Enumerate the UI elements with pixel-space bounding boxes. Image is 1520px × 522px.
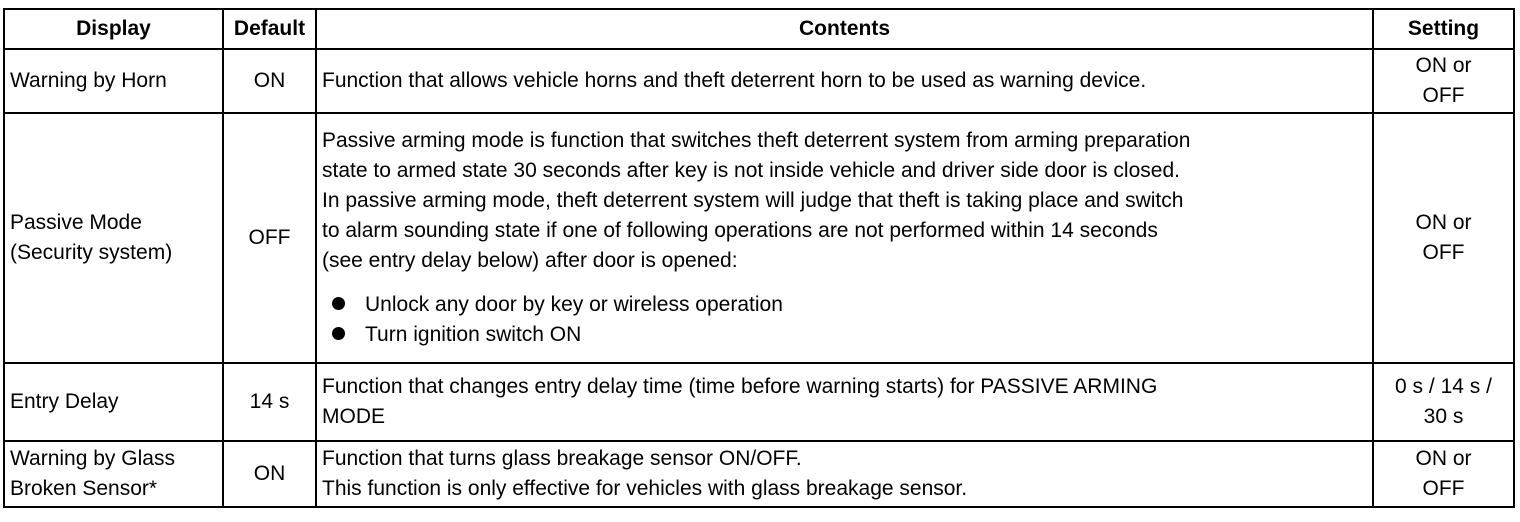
contents-text: MODE	[322, 405, 385, 428]
setting-text: OFF	[1422, 477, 1465, 500]
header-contents: Contents	[316, 9, 1373, 49]
table-row	[4, 113, 1514, 363]
bullet-icon	[332, 297, 345, 310]
contents-text: to alarm sounding state if one of following operations are not performed within 14 seconds	[322, 219, 1158, 242]
header-row	[4, 9, 1514, 49]
contents-text: Function that turns glass breakage sensor ON/OFF.	[322, 447, 802, 470]
setting-text: ON or	[1415, 211, 1472, 234]
list-item	[332, 320, 1367, 350]
contents-text: In passive arming mode, theft deterrent system will judge that theft is taking place and switch	[322, 189, 1184, 212]
setting-cell	[1373, 113, 1514, 363]
display-text: Warning by Glass	[10, 447, 175, 470]
contents-text: state to armed state 30 seconds after key is not inside vehicle and driver side door is closed.	[322, 159, 1180, 182]
setting-text: 30 s	[1423, 405, 1464, 428]
default-cell: OFF	[223, 113, 316, 363]
operations-list	[322, 290, 1367, 350]
contents-text: (see entry delay below) after door is opened:	[322, 249, 738, 272]
table-row	[4, 363, 1514, 441]
contents-text: Function that allows vehicle horns and theft deterrent horn to be used as warning device.	[322, 69, 1147, 92]
setting-text: ON or	[1415, 447, 1472, 470]
display-cell	[4, 441, 223, 507]
contents-cell	[316, 441, 1373, 507]
contents-text: Function that changes entry delay time (time before warning starts) for PASSIVE ARMING	[322, 375, 1158, 398]
setting-text: OFF	[1422, 84, 1465, 107]
setting-cell	[1373, 441, 1514, 507]
bullet-icon	[332, 327, 345, 340]
header-default: Default	[223, 9, 316, 49]
table-row	[4, 441, 1514, 507]
display-text: Broken Sensor*	[10, 477, 158, 500]
contents-cell	[316, 49, 1373, 113]
default-cell: 14 s	[223, 363, 316, 441]
bullet-text: Unlock any door by key or wireless operation	[365, 293, 783, 316]
setting-text: 0 s / 14 s /	[1395, 375, 1492, 398]
display-text: Passive Mode	[10, 211, 142, 234]
contents-cell	[316, 113, 1373, 363]
contents-text: This function is only effective for vehicles with glass breakage sensor.	[322, 477, 968, 500]
display-text: Entry Delay	[10, 390, 119, 413]
setting-cell	[1373, 363, 1514, 441]
setting-cell	[1373, 49, 1514, 113]
display-cell	[4, 363, 223, 441]
header-setting: Setting	[1373, 9, 1514, 49]
display-text: Warning by Horn	[10, 69, 167, 92]
display-cell	[4, 113, 223, 363]
display-cell	[4, 49, 223, 113]
table-row	[4, 49, 1514, 113]
settings-table	[3, 8, 1515, 508]
header-display: Display	[4, 9, 223, 49]
contents-cell	[316, 363, 1373, 441]
list-item	[332, 290, 1367, 320]
default-cell: ON	[223, 441, 316, 507]
default-cell: ON	[223, 49, 316, 113]
display-text: (Security system)	[10, 241, 173, 264]
setting-text: OFF	[1422, 241, 1465, 264]
bullet-text: Turn ignition switch ON	[365, 323, 582, 346]
contents-text: Passive arming mode is function that switches theft deterrent system from arming preparation	[322, 129, 1191, 152]
setting-text: ON or	[1415, 54, 1472, 77]
